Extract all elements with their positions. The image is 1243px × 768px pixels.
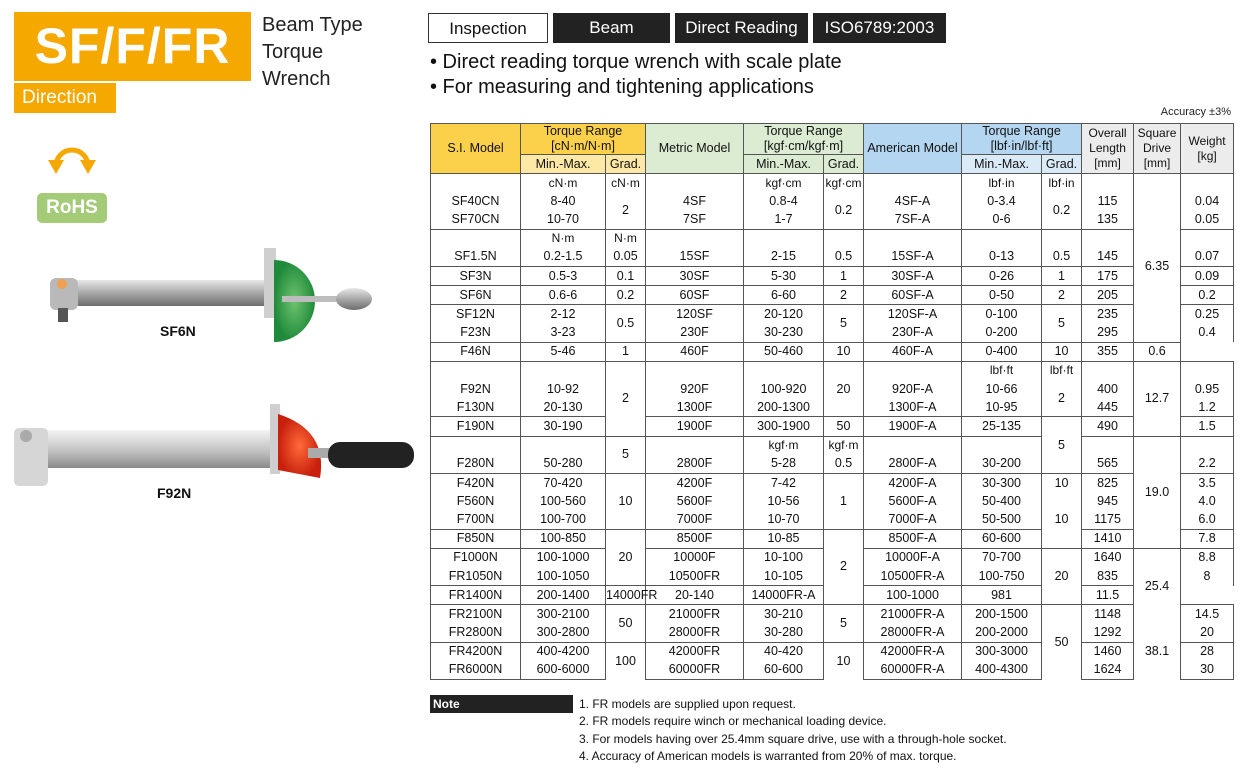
overall-length: 295 [1082, 324, 1134, 343]
product-type-line: Torque [262, 41, 324, 63]
american-model: 30SF-A [864, 266, 962, 285]
si-model: FR2800N [431, 624, 521, 643]
weight: 30 [1181, 661, 1234, 680]
metric-grad: 5 [824, 605, 864, 642]
metric-model: 2800F [646, 455, 744, 474]
metric-range: 0.8-4 [744, 192, 824, 210]
weight: 14.5 [1181, 605, 1234, 624]
overall-length: 355 [1082, 342, 1134, 361]
si-range: 8-40 [521, 192, 606, 210]
square-drive: 6.35 [1134, 192, 1181, 342]
metric-model: 60SF [646, 286, 744, 305]
si-range: 300-2800 [521, 624, 606, 643]
american-model: 8500F-A [864, 529, 962, 548]
american-model: 10500FR-A [864, 567, 962, 586]
table-row [431, 248, 1234, 267]
header-american-range: Torque Range [lbf·in/lbf·ft] [962, 124, 1082, 155]
table-row [431, 266, 1234, 285]
si-grad: 50 [606, 605, 646, 642]
weight: 1.2 [1181, 398, 1234, 417]
si-range: 100-700 [521, 510, 606, 529]
note-label: Note [430, 695, 573, 713]
metric-range: 10-70 [744, 510, 824, 529]
si-model: FR1050N [431, 567, 521, 586]
metric-range: 200-1300 [744, 398, 824, 417]
american-range: 50-400 [962, 492, 1042, 510]
american-range: 0-13 [962, 248, 1042, 267]
american-grad: 10 [1042, 342, 1082, 361]
metric-model: 10500FR [646, 567, 744, 586]
metric-grad: 5 [824, 305, 864, 342]
si-model: FR4200N [431, 642, 521, 661]
si-grad: 0.5 [606, 305, 646, 342]
american-grad: 5 [1042, 417, 1082, 474]
si-grad: 20 [606, 529, 646, 586]
metric-model: 920F [646, 380, 744, 398]
si-range: 300-2100 [521, 605, 606, 624]
american-model: 60000FR-A [864, 661, 962, 680]
metric-model: 120SF [646, 305, 744, 324]
weight: 1.5 [1181, 417, 1234, 436]
american-range: 50-500 [962, 510, 1042, 529]
american-range: 60-600 [962, 529, 1042, 548]
metric-model: 21000FR [646, 605, 744, 624]
metric-model: 14000FR [606, 586, 646, 605]
unit-label: lbf·ft [962, 361, 1042, 380]
product-type-line: Beam Type [262, 14, 363, 36]
american-range: 400-4300 [962, 661, 1042, 680]
direction-badge: Direction [14, 83, 116, 113]
si-range: 100-850 [521, 529, 606, 548]
si-model: SF40CN [431, 192, 521, 210]
american-model: 5600F-A [864, 492, 962, 510]
unit-label: lbf·ft [1042, 361, 1082, 380]
metric-range: 1-7 [744, 210, 824, 229]
tag-iso-standard: ISO6789:2003 [813, 13, 946, 43]
unit-row [431, 229, 1234, 248]
metric-range: 30-210 [744, 605, 824, 624]
overall-length: 235 [1082, 305, 1134, 324]
metric-model: 230F [646, 324, 744, 343]
metric-range: 30-230 [744, 324, 824, 343]
american-model: 60SF-A [864, 286, 962, 305]
metric-range: 5-30 [744, 266, 824, 285]
si-model: F850N [431, 529, 521, 548]
si-range: 0.2-1.5 [521, 248, 606, 267]
unit-row [431, 361, 1234, 380]
overall-length: 400 [1082, 380, 1134, 398]
metric-model: 60000FR [646, 661, 744, 680]
metric-model: 42000FR [646, 642, 744, 661]
unit-label: cN·m [606, 174, 646, 193]
american-range: 300-3000 [962, 642, 1042, 661]
header-si-model: S.I. Model [431, 124, 521, 174]
si-range: 100-1000 [521, 548, 606, 567]
metric-model: 28000FR [646, 624, 744, 643]
metric-model: 4200F [646, 474, 744, 493]
si-model: FR1400N [431, 586, 521, 605]
table-row [431, 192, 1234, 210]
american-range: 100-1000 [864, 586, 962, 605]
weight: 8.8 [1181, 548, 1234, 567]
feature-bullet: • Direct reading torque wrench with scale plate [430, 51, 842, 73]
unit-row [431, 174, 1234, 193]
american-range: 0-6 [962, 210, 1042, 229]
weight: 0.2 [1181, 286, 1234, 305]
american-range: 30-200 [962, 455, 1042, 474]
metric-range: 10-85 [744, 529, 824, 548]
weight: 20 [1181, 624, 1234, 643]
si-model: SF3N [431, 266, 521, 285]
si-model: F46N [431, 342, 521, 361]
square-drive: 38.1 [1134, 624, 1181, 680]
metric-range: 40-420 [744, 642, 824, 661]
si-range: 30-190 [521, 417, 606, 436]
si-range: 5-46 [521, 342, 606, 361]
unit-label: kgf·m [824, 436, 864, 455]
overall-length: 1175 [1082, 510, 1134, 529]
american-range: 0-200 [962, 324, 1042, 343]
tag-direct-reading: Direct Reading [675, 13, 808, 43]
note-item: 2. FR models require winch or mechanical loading device. [579, 714, 887, 729]
weight: 0.95 [1181, 380, 1234, 398]
american-range: 0-100 [962, 305, 1042, 324]
overall-length: 825 [1082, 474, 1134, 493]
feature-bullets [430, 50, 842, 100]
metric-model: 4SF [646, 192, 744, 210]
unit-row [431, 436, 1234, 455]
header-metric-range: Torque Range [kgf·cm/kgf·m] [744, 124, 864, 155]
header-metric-model: Metric Model [646, 124, 744, 174]
metric-grad: 0.2 [824, 192, 864, 229]
american-grad: 20 [1042, 548, 1082, 605]
american-range: 30-300 [962, 474, 1042, 493]
american-model: 21000FR-A [864, 605, 962, 624]
square-drive: 25.4 [1134, 548, 1181, 623]
overall-length: 1460 [1082, 642, 1134, 661]
weight: 3.5 [1181, 474, 1234, 493]
american-range: 25-135 [962, 417, 1042, 436]
american-model: 7000F-A [864, 510, 962, 529]
metric-grad: 0.5 [824, 248, 864, 267]
header-grad: Grad. [606, 155, 646, 174]
american-range: 10-66 [962, 380, 1042, 398]
note-item: 4. Accuracy of American models is warranted from 20% of max. torque. [579, 748, 957, 763]
f92n-wrench-image [8, 400, 418, 505]
table-row [431, 417, 1234, 436]
header-grad: Grad. [824, 155, 864, 174]
american-model: 14000FR-A [744, 586, 824, 605]
header-square-drive: Square Drive [mm] [1134, 124, 1181, 174]
overall-length: 1410 [1082, 529, 1134, 548]
si-range: 400-4200 [521, 642, 606, 661]
si-grad: 2 [606, 361, 646, 436]
metric-range: 60-600 [744, 661, 824, 680]
unit-label: N·m [606, 229, 646, 248]
american-model: 10000F-A [864, 548, 962, 567]
american-grad: 2 [1042, 380, 1082, 417]
note-item: 3. For models having over 25.4mm square drive, use with a through-hole socket. [579, 731, 1007, 746]
american-range: 100-750 [962, 567, 1042, 586]
unit-label: lbf·in [1042, 174, 1082, 193]
table-row [431, 305, 1234, 324]
weight: 2.2 [1181, 455, 1234, 474]
american-grad: 50 [1042, 605, 1082, 680]
si-grad: 100 [606, 642, 646, 679]
si-model: F23N [431, 324, 521, 343]
unit-label: cN·m [521, 174, 606, 193]
si-range: 0.5-3 [521, 266, 606, 285]
overall-length: 205 [1082, 286, 1134, 305]
metric-grad: 10 [824, 342, 864, 361]
table-row [431, 455, 1234, 474]
square-drive: 19.0 [1134, 436, 1181, 548]
overall-length: 835 [1082, 567, 1134, 586]
metric-model: 8500F [646, 529, 744, 548]
si-model: F1000N [431, 548, 521, 567]
si-model: F190N [431, 417, 521, 436]
si-model: SF1.5N [431, 248, 521, 267]
overall-length: 1292 [1082, 624, 1134, 643]
model-series-title: SF/F/FR [14, 12, 251, 81]
unit-label: N·m [521, 229, 606, 248]
si-grad: 2 [606, 192, 646, 229]
notes-list [579, 696, 1007, 765]
overall-length: 175 [1082, 266, 1134, 285]
si-grad: 0.2 [606, 286, 646, 305]
si-range: 20-130 [521, 398, 606, 417]
metric-range: 30-280 [744, 624, 824, 643]
unit-label: kgf·cm [824, 174, 864, 193]
american-model: 15SF-A [864, 248, 962, 267]
american-model: 920F-A [864, 380, 962, 398]
overall-length: 1148 [1082, 605, 1134, 624]
metric-range: 50-460 [744, 342, 824, 361]
si-model: SF12N [431, 305, 521, 324]
american-range: 70-700 [962, 548, 1042, 567]
metric-model: 15SF [646, 248, 744, 267]
product-type [262, 12, 363, 93]
metric-range: 5-28 [744, 455, 824, 474]
si-model: F92N [431, 380, 521, 398]
american-model: 460F-A [864, 342, 962, 361]
si-model: F130N [431, 398, 521, 417]
american-grad: 0.2 [1042, 192, 1082, 229]
american-range: 200-2000 [962, 624, 1042, 643]
si-range: 70-420 [521, 474, 606, 493]
overall-length: 115 [1082, 192, 1134, 210]
feature-bullet: • For measuring and tightening applications [430, 76, 814, 98]
metric-range: 300-1900 [744, 417, 824, 436]
overall-length: 1624 [1082, 661, 1134, 680]
metric-grad: 0.5 [824, 455, 864, 474]
american-model: 42000FR-A [864, 642, 962, 661]
metric-model: 1900F [646, 417, 744, 436]
unit-label: lbf·in [962, 174, 1042, 193]
table-row [431, 642, 1234, 661]
metric-grad: 20 [824, 361, 864, 417]
metric-grad: 10 [824, 642, 864, 679]
si-range: 50-280 [521, 455, 606, 474]
table-row [431, 605, 1234, 624]
table-row [431, 529, 1234, 548]
si-range: 10-92 [521, 380, 606, 398]
overall-length: 445 [1082, 398, 1134, 417]
si-model: F280N [431, 455, 521, 474]
tag-beam: Beam [553, 13, 670, 43]
weight: 0.05 [1181, 210, 1234, 229]
american-model: 230F-A [864, 324, 962, 343]
overall-length: 945 [1082, 492, 1134, 510]
table-row [431, 286, 1234, 305]
american-range: 0-26 [962, 266, 1042, 285]
american-model: 4200F-A [864, 474, 962, 493]
sf6n-caption: SF6N [160, 323, 196, 339]
table-row [431, 342, 1234, 361]
metric-range: 2-15 [744, 248, 824, 267]
metric-range: 20-120 [744, 305, 824, 324]
american-model: 2800F-A [864, 455, 962, 474]
sf6n-wrench-image [42, 240, 382, 350]
metric-range: 10-105 [744, 567, 824, 586]
metric-range: 10-56 [744, 492, 824, 510]
overall-length: 135 [1082, 210, 1134, 229]
si-model: SF70CN [431, 210, 521, 229]
american-range: 0-3.4 [962, 192, 1042, 210]
weight: 11.5 [1082, 586, 1134, 605]
metric-range: 10-100 [744, 548, 824, 567]
american-range: 200-1500 [962, 605, 1042, 624]
metric-grad: 2 [824, 286, 864, 305]
si-grad: 1 [606, 342, 646, 361]
american-range: 0-50 [962, 286, 1042, 305]
si-model: F420N [431, 474, 521, 493]
weight: 28 [1181, 642, 1234, 661]
si-model: F700N [431, 510, 521, 529]
si-range: 2-12 [521, 305, 606, 324]
header-min-max: Min.-Max. [521, 155, 606, 174]
square-drive: 12.7 [1134, 361, 1181, 436]
tag-inspection: Inspection [428, 13, 548, 43]
product-type-line: Wrench [262, 68, 331, 90]
american-grad: 5 [1042, 305, 1082, 342]
american-model: 28000FR-A [864, 624, 962, 643]
si-range: 0.6-6 [521, 286, 606, 305]
header-min-max: Min.-Max. [744, 155, 824, 174]
weight: 7.8 [1181, 529, 1234, 548]
metric-grad: 1 [824, 266, 864, 285]
si-grad: 10 [606, 474, 646, 530]
unit-label: kgf·cm [744, 174, 824, 193]
overall-length: 1640 [1082, 548, 1134, 567]
weight: 4.0 [1181, 492, 1234, 510]
si-model: SF6N [431, 286, 521, 305]
metric-model: 30SF [646, 266, 744, 285]
rohs-badge: RoHS [37, 193, 107, 223]
metric-range: 7-42 [744, 474, 824, 493]
american-model: 7SF-A [864, 210, 962, 229]
weight: 0.09 [1181, 266, 1234, 285]
header-overall-length: Overall Length [mm] [1082, 124, 1134, 174]
si-grad: 5 [606, 436, 646, 473]
metric-range: 100-920 [744, 380, 824, 398]
metric-model: 7000F [646, 510, 744, 529]
american-grad: 10 [1042, 474, 1082, 493]
header-weight: Weight [kg] [1181, 124, 1234, 174]
weight: 8 [1181, 567, 1234, 586]
american-grad: 2 [1042, 286, 1082, 305]
si-model: FR6000N [431, 661, 521, 680]
weight: 0.04 [1181, 192, 1234, 210]
american-model: 120SF-A [864, 305, 962, 324]
weight: 0.07 [1181, 248, 1234, 267]
si-grad: 0.1 [606, 266, 646, 285]
unit-label: kgf·m [744, 436, 824, 455]
metric-model: 460F [646, 342, 744, 361]
metric-model: 1300F [646, 398, 744, 417]
overall-length: 981 [962, 586, 1042, 605]
overall-length: 145 [1082, 248, 1134, 267]
si-range: 100-1050 [521, 567, 606, 586]
si-range: 200-1400 [521, 586, 606, 605]
american-grad: 0.5 [1042, 248, 1082, 267]
metric-grad: 50 [824, 417, 864, 436]
overall-length: 565 [1082, 455, 1134, 474]
header-american-model: American Model [864, 124, 962, 174]
header-grad: Grad. [1042, 155, 1082, 174]
american-model: 1300F-A [864, 398, 962, 417]
american-model: 1900F-A [864, 417, 962, 436]
si-range: 10-70 [521, 210, 606, 229]
si-grad: 0.05 [606, 248, 646, 267]
metric-model: 10000F [646, 548, 744, 567]
accuracy-note: Accuracy ±3% [1160, 106, 1231, 118]
metric-model: 5600F [646, 492, 744, 510]
metric-model: 7SF [646, 210, 744, 229]
bidirectional-arrow-icon [44, 130, 100, 178]
si-range: 3-23 [521, 324, 606, 343]
weight: 0.25 [1181, 305, 1234, 324]
f92n-caption: F92N [157, 485, 192, 501]
american-range: 0-400 [962, 342, 1042, 361]
metric-grad: 2 [824, 529, 864, 605]
si-model: FR2100N [431, 605, 521, 624]
note-item: 1. FR models are supplied upon request. [579, 697, 796, 711]
header-si-range: Torque Range [cN·m/N·m] [521, 124, 646, 155]
si-model: F560N [431, 492, 521, 510]
american-grad: 1 [1042, 266, 1082, 285]
header-min-max: Min.-Max. [962, 155, 1042, 174]
weight: 0.4 [1181, 324, 1234, 343]
overall-length: 490 [1082, 417, 1134, 436]
weight: 0.6 [1134, 342, 1181, 361]
weight: 6.0 [1181, 510, 1234, 529]
si-range: 600-6000 [521, 661, 606, 680]
american-model: 4SF-A [864, 192, 962, 210]
metric-range: 6-60 [744, 286, 824, 305]
spec-table [430, 123, 1234, 680]
american-range: 10-95 [962, 398, 1042, 417]
metric-grad: 1 [824, 474, 864, 530]
metric-range: 20-140 [646, 586, 744, 605]
american-grad: 10 [1042, 492, 1082, 548]
table-row [431, 474, 1234, 493]
si-range: 100-560 [521, 492, 606, 510]
